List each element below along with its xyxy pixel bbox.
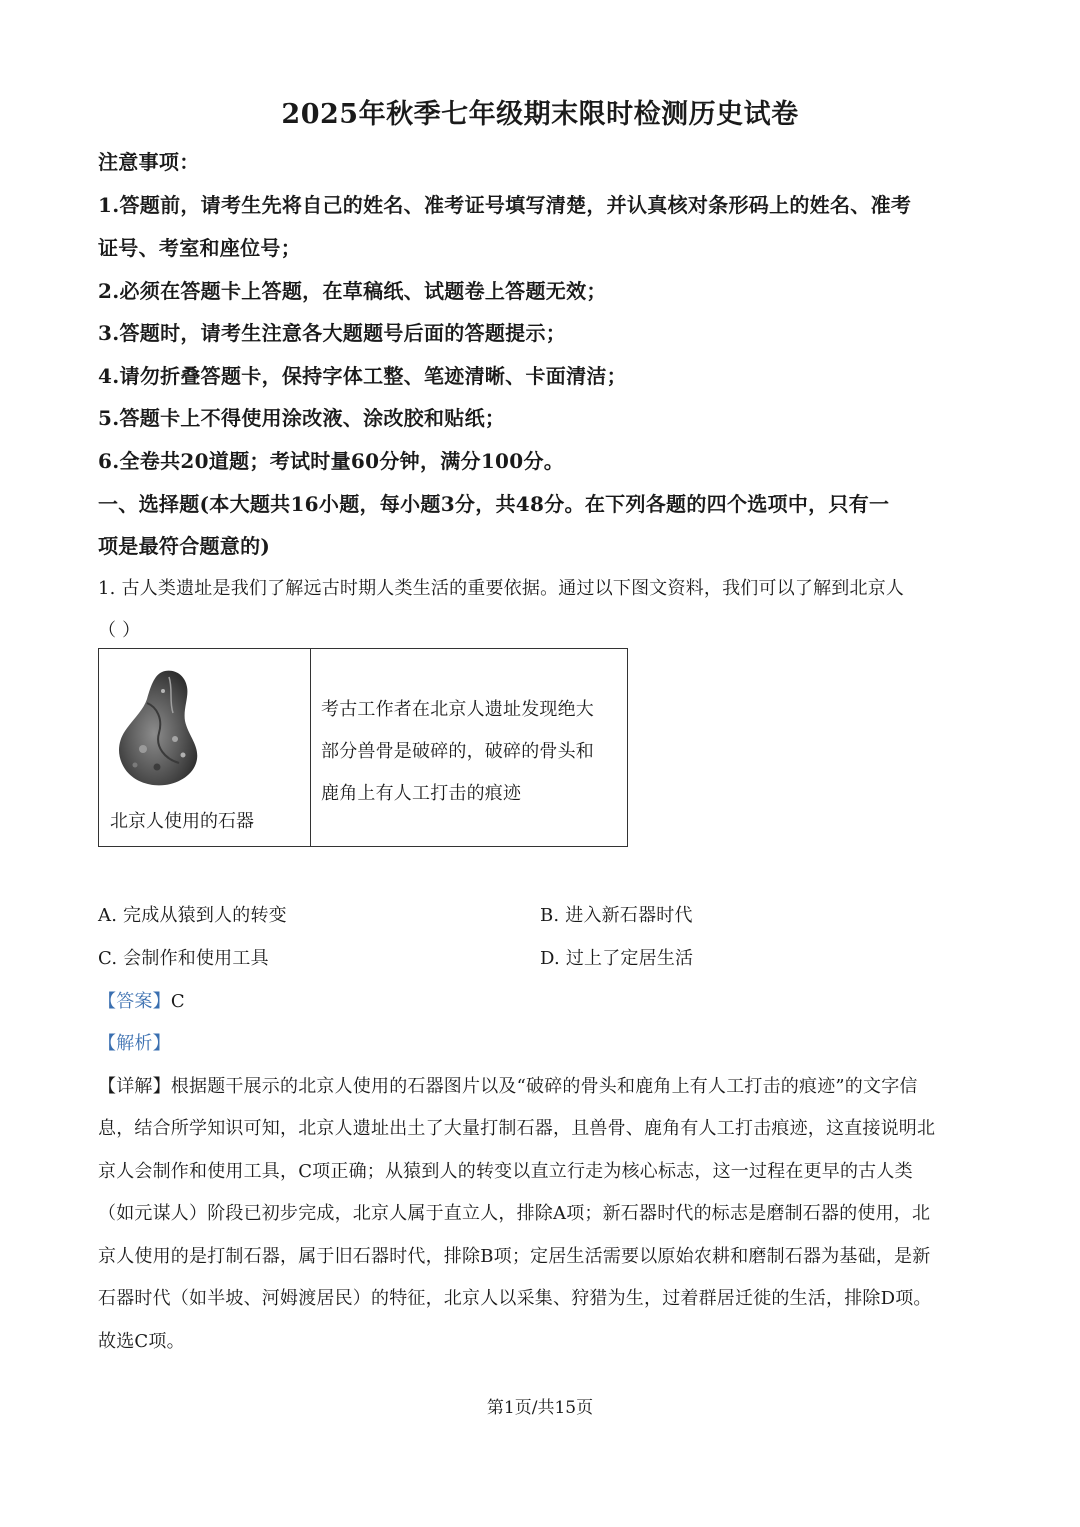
material-text-line: 鹿角上有人工打击的痕迹: [321, 783, 522, 804]
notice-line: 2.必须在答题卡上答题，在草稿纸、试题卷上答题无效；: [98, 279, 607, 303]
section-heading: 一、选择题(本大题共16小题，每小题3分，共48分。在下列各题的四个选项中，只有一: [98, 492, 890, 516]
answer-blank: （ ）: [98, 620, 141, 641]
section-heading-cont: 项是最符合题意的): [98, 534, 271, 558]
notice-line: 证号、考室和座位号；: [98, 236, 301, 260]
answer-line: [98, 987, 185, 1013]
stone-tool-image: [113, 667, 213, 792]
page-number: 第1页/共15页: [486, 1398, 594, 1418]
option-d: D. 过上了定居生活: [540, 948, 694, 969]
image-caption: 北京人使用的石器: [110, 811, 254, 832]
notice-line: 1.答题前，请考生先将自己的姓名、准考证号填写清楚，并认真核对条形码上的姓名、准考: [98, 193, 912, 217]
detail-line: 故选C项。: [98, 1331, 185, 1352]
material-text-line: 部分兽骨是破碎的，破碎的骨头和: [321, 741, 594, 762]
material-text-line: 考古工作者在北京人遗址发现绝大: [321, 699, 594, 720]
notice-line: 5.答题卡上不得使用涂改液、涂改胶和贴纸；: [98, 406, 506, 430]
notice-line: 3.答题时，请考生注意各大题题号后面的答题提示；: [98, 321, 567, 345]
answer-value: C: [170, 991, 185, 1012]
detail-line: 石器时代（如半坡、河姆渡居民）的特征，北京人以采集、狩猎为生，过着群居迁徙的生活，排除D项。: [98, 1288, 932, 1309]
option-a: A. 完成从猿到人的转变: [98, 905, 287, 926]
page-title: 2025年秋季七年级期末限时检测历史试卷: [281, 99, 799, 130]
answer-label: 【答案】: [98, 991, 171, 1012]
question-stem: 1. 古人类遗址是我们了解远古时期人类生活的重要依据。通过以下图文资料，我们可以了解到北京人: [98, 578, 905, 599]
option-b: B. 进入新石器时代: [540, 905, 693, 926]
table-divider: [310, 649, 311, 846]
detail-line: 京人会制作和使用工具，C项正确；从猿到人的转变以直立行走为核心标志，这一过程在更早的古人类: [98, 1161, 913, 1182]
notice-line: 4.请勿折叠答题卡，保持字体工整、笔迹清晰、卡面清洁；: [98, 364, 627, 388]
detail-line: 京人使用的是打制石器，属于旧石器时代，排除B项；定居生活需要以原始农耕和磨制石器为基础，是新: [98, 1246, 931, 1267]
detail-line: 【详解】根据题干展示的北京人使用的石器图片以及“破碎的骨头和鹿角上有人工打击的痕迹”的文字信: [98, 1076, 918, 1097]
option-c: C. 会制作和使用工具: [98, 948, 269, 969]
detail-line: 息，结合所学知识可知，北京人遗址出土了大量打制石器，且兽骨、鹿角有人工打击痕迹，这直接说明北: [98, 1118, 936, 1139]
notice-line: 6.全卷共20道题；考试时量60分钟，满分100分。: [98, 449, 565, 473]
notice-heading: 注意事项：: [98, 150, 200, 174]
detail-line: （如元谋人）阶段已初步完成，北京人属于直立人，排除A项；新石器时代的标志是磨制石器的使用，北: [98, 1203, 931, 1224]
question-material-table: [98, 648, 628, 847]
analysis-label: 【解析】: [98, 1033, 171, 1054]
